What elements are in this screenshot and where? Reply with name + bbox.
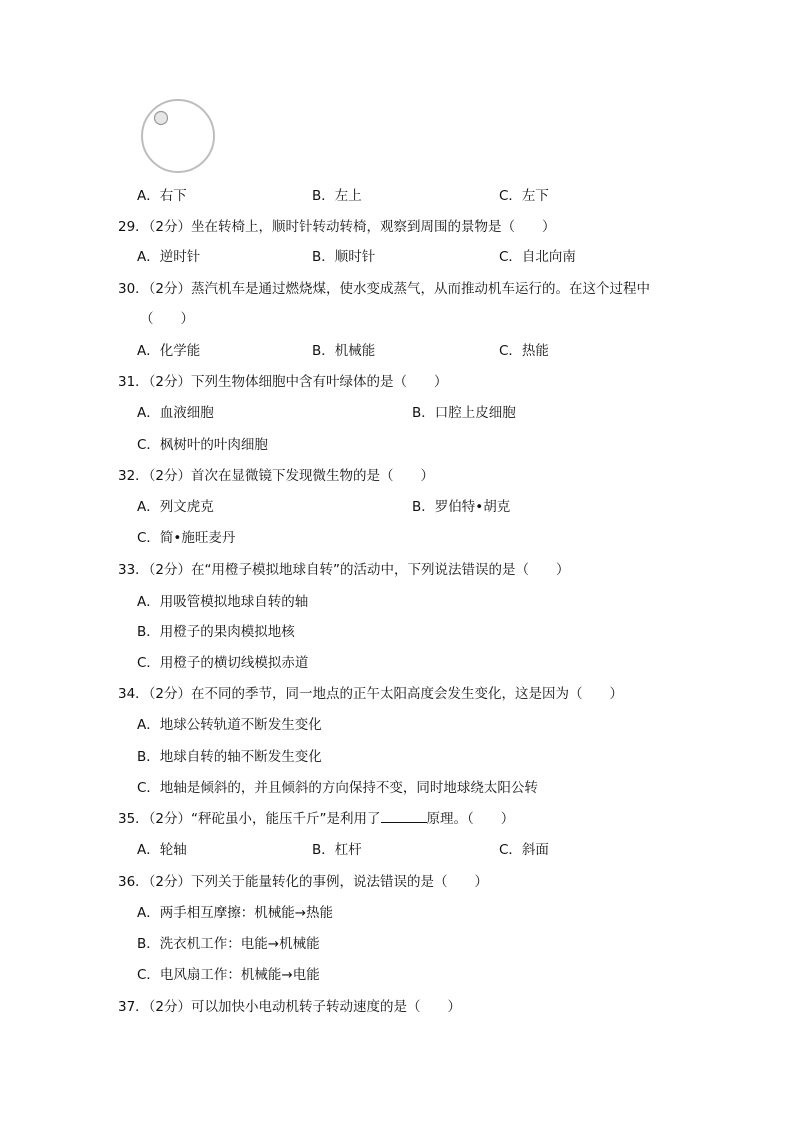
q35-stem-part-a: 35．（2分）“秤砣虽小，能压千斤”是利用了 bbox=[118, 811, 381, 827]
q30-option-b: B．机械能 bbox=[312, 343, 376, 359]
inner-dot bbox=[155, 112, 168, 125]
q32-stem: 32．（2分）首次在显微镜下发现微生物的是（ ） bbox=[118, 468, 435, 484]
q28-option-b: B．左上 bbox=[312, 188, 362, 204]
q34-stem: 34．（2分）在不同的季节，同一地点的正午太阳高度会发生变化，这是因为（ ） bbox=[118, 686, 624, 702]
q31-option-a: A．血液细胞 bbox=[137, 405, 214, 421]
outer-circle bbox=[142, 100, 214, 172]
q30-option-a: A．化学能 bbox=[137, 343, 201, 359]
q28-option-a: A．右下 bbox=[137, 188, 187, 204]
q29-stem: 29．（2分）坐在转椅上，顺时针转动转椅，观察到周围的景物是（ ） bbox=[118, 219, 556, 235]
fill-blank bbox=[381, 809, 427, 823]
q30-stem: 30．（2分）蒸汽机车是通过燃烧煤，使水变成蒸气，从而推动机车运行的。在这个过程中 bbox=[118, 281, 651, 297]
q29-option-a: A．逆时针 bbox=[137, 249, 201, 265]
q35-option-c: C．斜面 bbox=[499, 842, 549, 858]
q32-option-c: C．简•施旺麦丹 bbox=[137, 530, 236, 546]
q36-stem: 36．（2分）下列关于能量转化的事例，说法错误的是（ ） bbox=[118, 874, 489, 890]
q30-option-c: C．热能 bbox=[499, 343, 549, 359]
q35-stem-part-b: 原理。（ ） bbox=[426, 811, 515, 827]
q36-option-a: A．两手相互摩擦：机械能→热能 bbox=[137, 905, 334, 921]
q37-stem: 37．（2分）可以加快小电动机转子转动速度的是（ ） bbox=[118, 999, 462, 1015]
q32-option-a: A．列文虎克 bbox=[137, 499, 214, 515]
q29-option-c: C．自北向南 bbox=[499, 249, 576, 265]
q33-option-c: C．用橙子的横切线模拟赤道 bbox=[137, 655, 309, 671]
q33-option-b: B．用橙子的果肉模拟地核 bbox=[137, 624, 295, 640]
q34-option-c: C．地轴是倾斜的，并且倾斜的方向保持不变，同时地球绕太阳公转 bbox=[137, 780, 538, 796]
q35-option-b: B．杠杆 bbox=[312, 842, 362, 858]
q28-option-c: C．左下 bbox=[499, 188, 549, 204]
circle-figure bbox=[139, 97, 217, 175]
q33-option-a: A．用吸管模拟地球自转的轴 bbox=[137, 594, 309, 610]
q35-option-a: A．轮轴 bbox=[137, 842, 187, 858]
q30-stem-continued: （ ） bbox=[140, 311, 194, 327]
q34-option-b: B．地球自转的轴不断发生变化 bbox=[137, 749, 322, 765]
q36-option-c: C．电风扇工作：机械能→电能 bbox=[137, 967, 320, 983]
q34-option-a: A．地球公转轨道不断发生变化 bbox=[137, 717, 322, 733]
q29-option-b: B．顺时针 bbox=[312, 249, 376, 265]
q31-option-c: C．枫树叶的叶肉细胞 bbox=[137, 437, 268, 453]
q35-stem bbox=[118, 809, 514, 829]
q31-stem: 31．（2分）下列生物体细胞中含有叶绿体的是（ ） bbox=[118, 374, 448, 390]
q32-option-b: B．罗伯特•胡克 bbox=[412, 499, 511, 515]
q36-option-b: B．洗衣机工作：电能→机械能 bbox=[137, 936, 320, 952]
q31-option-b: B．口腔上皮细胞 bbox=[412, 405, 516, 421]
q33-stem: 33．（2分）在“用橙子模拟地球自转”的活动中，下列说法错误的是（ ） bbox=[118, 562, 570, 578]
